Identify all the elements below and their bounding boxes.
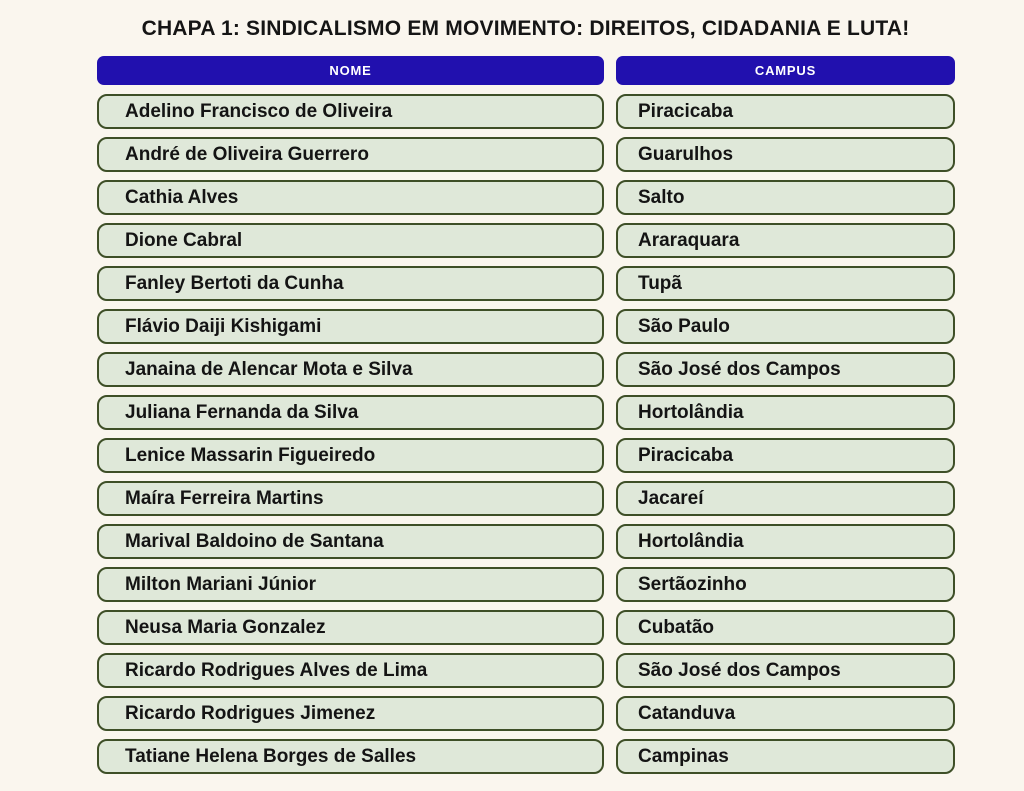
nome-cell: Milton Mariani Júnior xyxy=(97,567,604,602)
nome-cell: Maíra Ferreira Martins xyxy=(97,481,604,516)
table-row xyxy=(97,180,955,215)
table-row xyxy=(97,395,955,430)
campus-cell: Cubatão xyxy=(616,610,955,645)
campus-cell: Jacareí xyxy=(616,481,955,516)
table-row xyxy=(97,567,955,602)
campus-cell: Guarulhos xyxy=(616,137,955,172)
column-header-nome: NOME xyxy=(97,56,604,85)
column-header-campus: CAMPUS xyxy=(616,56,955,85)
chapa-table xyxy=(97,56,955,774)
nome-cell: Ricardo Rodrigues Alves de Lima xyxy=(97,653,604,688)
table-row xyxy=(97,266,955,301)
campus-cell: Catanduva xyxy=(616,696,955,731)
page-title: CHAPA 1: SINDICALISMO EM MOVIMENTO: DIREITOS, CIDADANIA E LUTA! xyxy=(141,17,910,40)
campus-cell: Sertãozinho xyxy=(616,567,955,602)
nome-cell: Fanley Bertoti da Cunha xyxy=(97,266,604,301)
table-row xyxy=(97,137,955,172)
table-row xyxy=(97,739,955,774)
table-row xyxy=(97,481,955,516)
table-header-row xyxy=(97,56,955,85)
table-row xyxy=(97,352,955,387)
nome-cell: André de Oliveira Guerrero xyxy=(97,137,604,172)
nome-cell: Adelino Francisco de Oliveira xyxy=(97,94,604,129)
nome-cell: Dione Cabral xyxy=(97,223,604,258)
campus-cell: Piracicaba xyxy=(616,438,955,473)
campus-cell: Campinas xyxy=(616,739,955,774)
nome-cell: Tatiane Helena Borges de Salles xyxy=(97,739,604,774)
table-row xyxy=(97,524,955,559)
campus-cell: Piracicaba xyxy=(616,94,955,129)
table-row xyxy=(97,653,955,688)
nome-cell: Marival Baldoino de Santana xyxy=(97,524,604,559)
nome-cell: Neusa Maria Gonzalez xyxy=(97,610,604,645)
table-row xyxy=(97,223,955,258)
campus-cell: Salto xyxy=(616,180,955,215)
table-row xyxy=(97,309,955,344)
nome-cell: Cathia Alves xyxy=(97,180,604,215)
campus-cell: São José dos Campos xyxy=(616,352,955,387)
table-row xyxy=(97,94,955,129)
campus-cell: São Paulo xyxy=(616,309,955,344)
nome-cell: Lenice Massarin Figueiredo xyxy=(97,438,604,473)
campus-cell: São José dos Campos xyxy=(616,653,955,688)
table-rows xyxy=(97,94,955,774)
table-row xyxy=(97,438,955,473)
nome-cell: Ricardo Rodrigues Jimenez xyxy=(97,696,604,731)
campus-cell: Hortolândia xyxy=(616,524,955,559)
nome-cell: Janaina de Alencar Mota e Silva xyxy=(97,352,604,387)
campus-cell: Araraquara xyxy=(616,223,955,258)
campus-cell: Hortolândia xyxy=(616,395,955,430)
table-row xyxy=(97,696,955,731)
nome-cell: Juliana Fernanda da Silva xyxy=(97,395,604,430)
campus-cell: Tupã xyxy=(616,266,955,301)
nome-cell: Flávio Daiji Kishigami xyxy=(97,309,604,344)
table-row xyxy=(97,610,955,645)
